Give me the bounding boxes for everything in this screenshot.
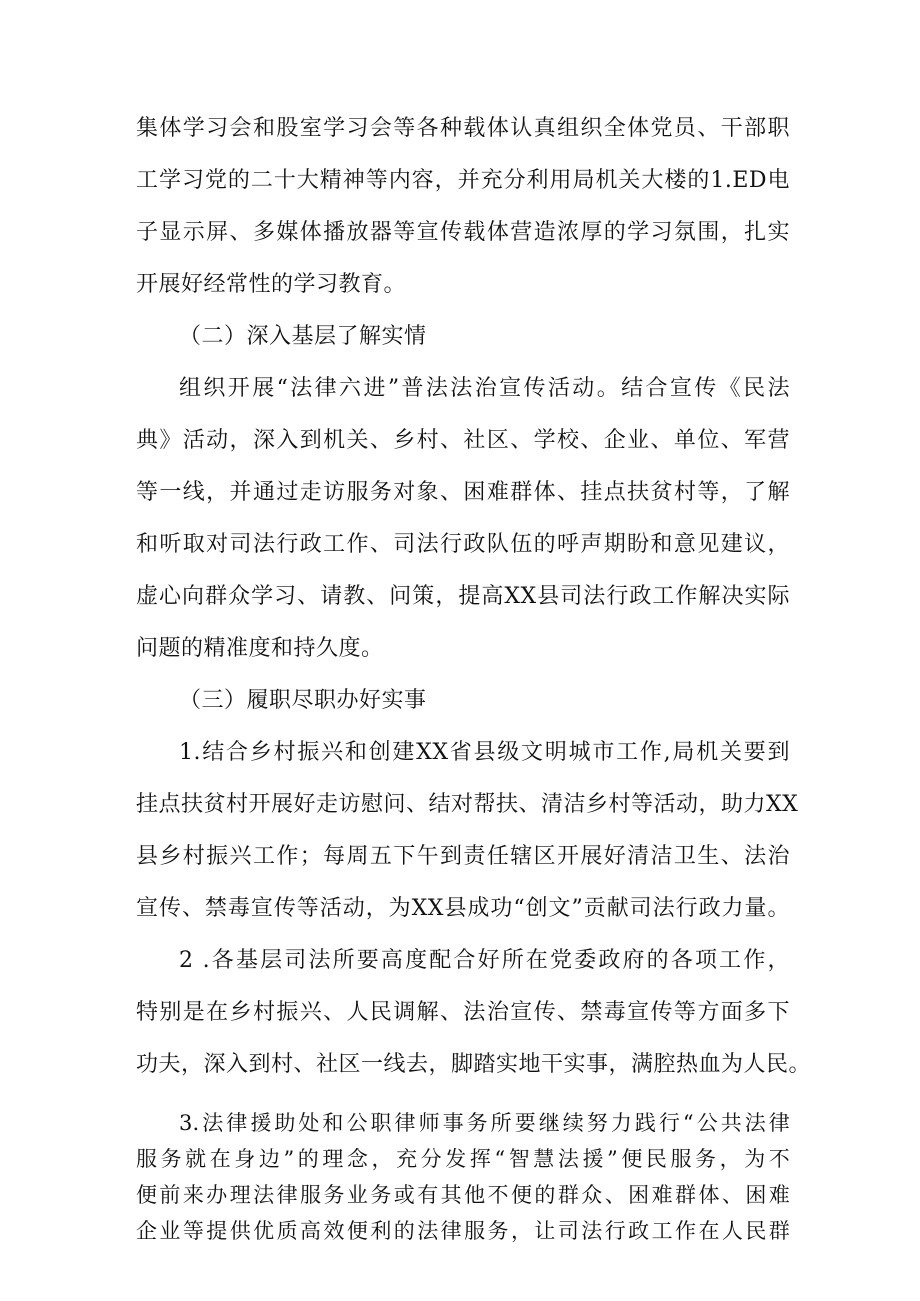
paragraph-line: 和听取对司法行政工作、司法行政队伍的呼声期盼和意见建议， [136,532,790,557]
section-heading: （二）深入基层了解实情 [179,324,427,349]
paragraph-line: 子显示屏、多媒体播放器等宣传载体营造浓厚的学习氛围，扎实 [136,220,790,245]
paragraph-line: 等一线，并通过走访服务对象、困难群体、挂点扶贫村等，了解 [136,480,790,505]
paragraph-line: 问题的精准度和持久度。 [136,636,384,661]
paragraph-line: 宣传、禁毒宣传等活动，为XX县成功“创文”贡献司法行政力量。 [136,896,790,921]
paragraph-line: 工学习党的二十大精神等内容，并充分利用局机关大楼的1.ED电 [136,168,790,193]
section-heading: （三）履职尽职办好实事 [179,688,427,713]
paragraph-line: 1.结合乡村振兴和创建XX省县级文明城市工作,局机关要到 [179,740,790,765]
paragraph-line: 便前来办理法律服务业务或有其他不便的群众、困难群体、困难 [136,1183,790,1207]
paragraph-line: 虚心向群众学习、请教、问策，提高XX县司法行政工作解决实际 [136,584,790,609]
paragraph-line: 企业等提供优质高效便利的法律服务，让司法行政工作在人民群 [136,1219,790,1243]
paragraph-line: 挂点扶贫村开展好走访慰问、结对帮扶、清洁乡村等活动，助力XX [136,792,799,817]
paragraph-line: 典》活动，深入到机关、乡村、社区、学校、企业、单位、军营 [136,428,790,453]
paragraph-line: 县乡村振兴工作；每周五下午到责任辖区开展好清洁卫生、法治 [136,844,790,869]
paragraph-line: 2 .各基层司法所要高度配合好所在党委政府的各项工作， [179,948,790,973]
paragraph-line: 组织开展“法律六进”普法法治宣传活动。结合宣传《民法 [179,376,790,401]
paragraph-line: 3.法律援助处和公职律师事务所要继续努力践行“公共法律 [179,1111,790,1135]
paragraph-line: 特别是在乡村振兴、人民调解、法治宣传、禁毒宣传等方面多下 [136,1000,790,1025]
paragraph-line: 功夫，深入到村、社区一线去，脚踏实地干实事，满腔热血为人民。 [136,1052,812,1077]
paragraph-line: 服务就在身边”的理念，充分发挥“智慧法援”便民服务，为不 [136,1147,790,1171]
paragraph-line: 集体学习会和股室学习会等各种载体认真组织全体党员、干部职 [136,116,790,141]
paragraph-line: 开展好经常性的学习教育。 [136,272,407,297]
